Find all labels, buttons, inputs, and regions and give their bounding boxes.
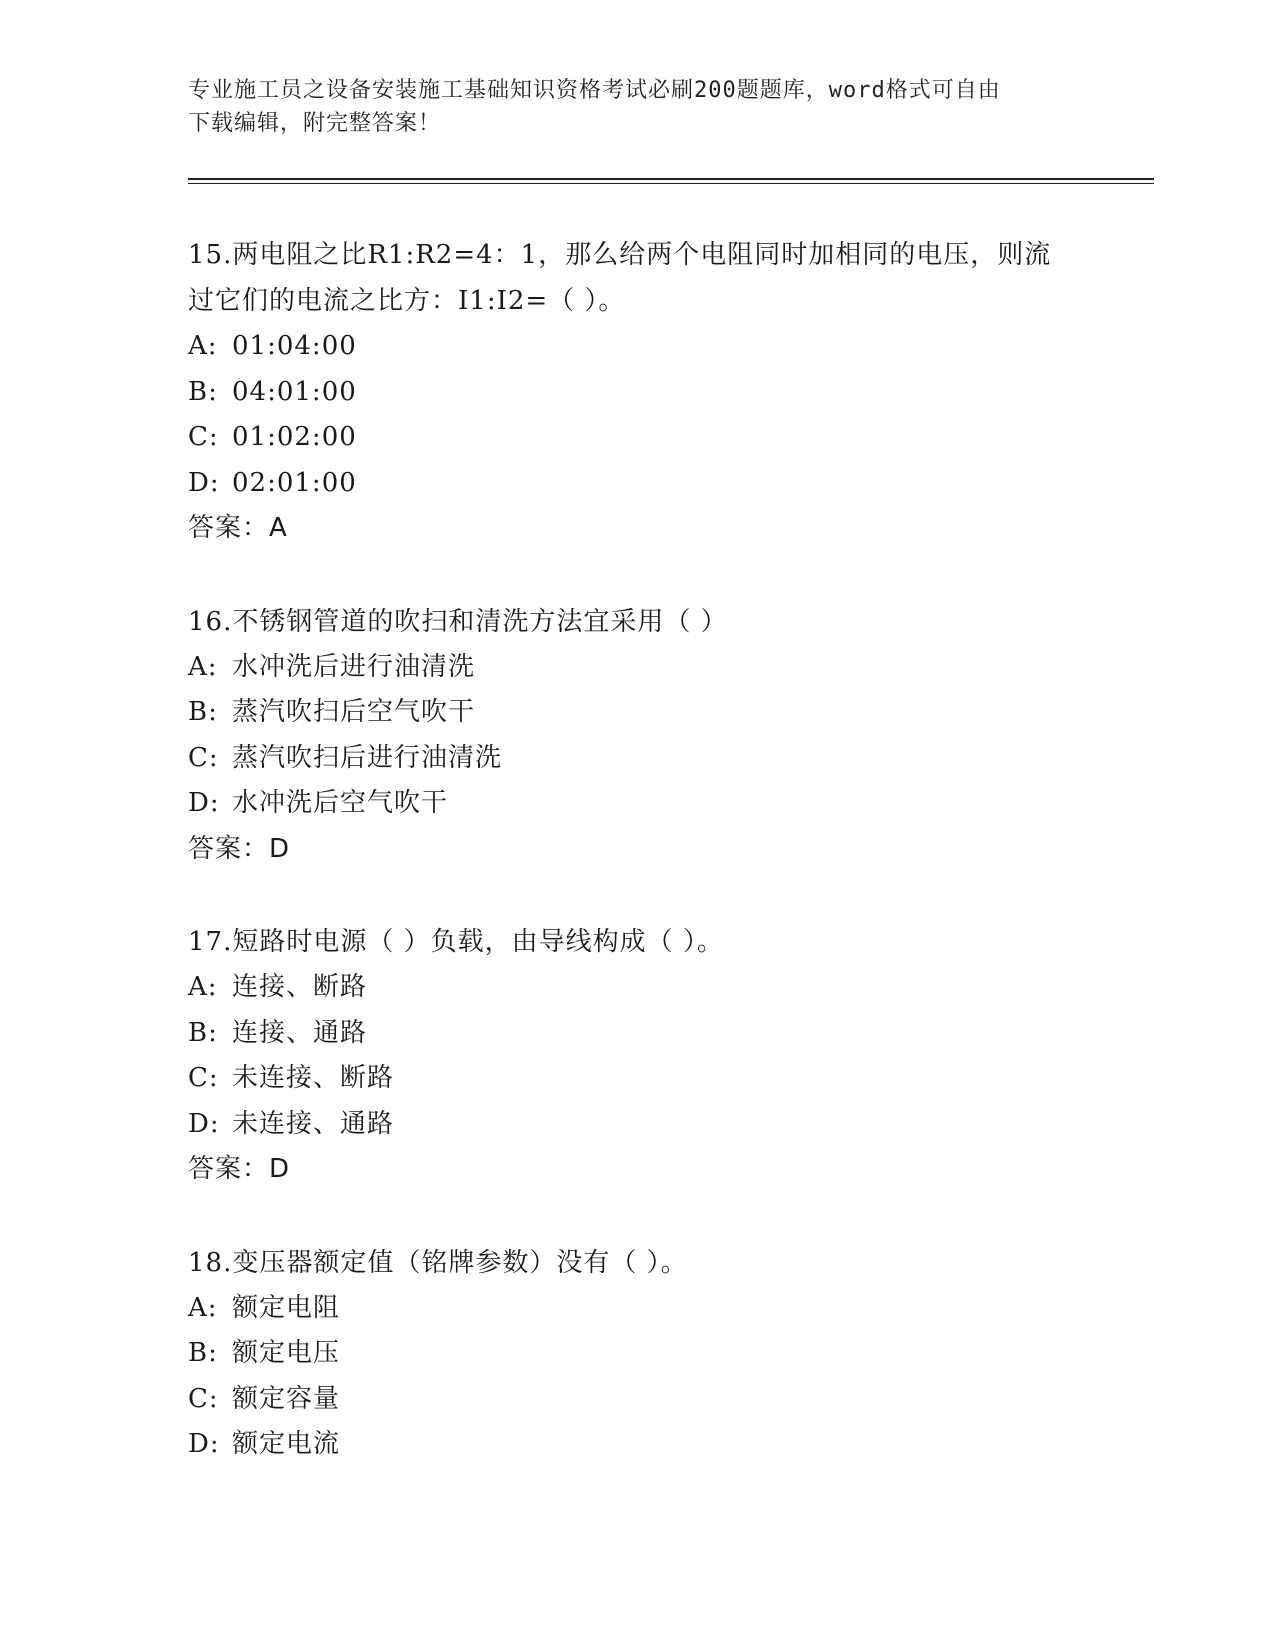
option-d xyxy=(188,781,1108,827)
option-letter: D: xyxy=(188,788,220,818)
option-b xyxy=(188,370,1108,416)
option-letter: D: xyxy=(188,1429,220,1459)
answer-line: 答案：D xyxy=(188,1154,291,1184)
option-letter: B: xyxy=(188,1338,218,1368)
option-text: 额定电阻 xyxy=(232,1292,341,1323)
header-divider-thick xyxy=(188,178,1154,180)
option-a xyxy=(188,324,1108,370)
option-letter: C: xyxy=(188,742,219,773)
question-stem-line: 16.不锈钢管道的吹扫和清洗方法宜采用（ ） xyxy=(188,606,728,637)
question-15 xyxy=(188,232,1108,552)
option-text: 02:01:00 xyxy=(232,467,357,498)
question-list xyxy=(188,232,1108,1515)
question-stem-line: 17.短路时电源（ ）负载，由导线构成（ ）。 xyxy=(188,927,724,957)
answer-line: 答案：A xyxy=(188,513,288,543)
option-text: 01:04:00 xyxy=(232,331,357,361)
option-text: 未连接、断路 xyxy=(232,1063,395,1093)
option-text: 额定容量 xyxy=(232,1383,341,1414)
option-d xyxy=(188,1102,1108,1148)
option-text: 01:02:00 xyxy=(232,422,357,452)
option-text: 水冲洗后空气吹干 xyxy=(232,788,449,818)
option-a xyxy=(188,645,1108,691)
option-c xyxy=(188,415,1108,461)
option-c xyxy=(188,1056,1108,1102)
option-letter: C: xyxy=(188,422,219,452)
option-c xyxy=(188,1377,1108,1423)
question-stem-line: 过它们的电流之比方：I1:I2=（ ）。 xyxy=(188,286,626,316)
option-letter: A: xyxy=(188,1292,218,1323)
question-stem-line: 18.变压器额定值（铭牌参数）没有（ ）。 xyxy=(188,1247,688,1278)
option-letter: B: xyxy=(188,697,218,727)
option-text: 未连接、通路 xyxy=(232,1108,395,1139)
option-letter: C: xyxy=(188,1063,219,1093)
option-text: 04:01:00 xyxy=(232,376,357,407)
option-a xyxy=(188,1286,1108,1332)
option-text: 连接、通路 xyxy=(232,1017,368,1048)
option-letter: D: xyxy=(188,467,220,498)
answer-line: 答案：D xyxy=(188,833,291,864)
option-text: 水冲洗后进行油清洗 xyxy=(232,651,476,682)
header-line-1: 专业施工员之设备安装施工基础知识资格考试必刷200题题库，word格式可自由 xyxy=(188,78,1001,103)
header-divider-thin xyxy=(188,183,1154,184)
option-d xyxy=(188,461,1108,507)
option-letter: B: xyxy=(188,1017,218,1048)
option-letter: A: xyxy=(188,972,218,1002)
option-letter: C: xyxy=(188,1383,219,1414)
header-line-2: 下载编辑，附完整答案！ xyxy=(188,111,442,136)
question-stem-line: 15.两电阻之比R1:R2=4：1，那么给两个电阻同时加相同的电压，则流 xyxy=(188,240,1052,270)
option-letter: A: xyxy=(188,331,218,361)
document-header xyxy=(188,74,1088,140)
option-text: 额定电压 xyxy=(232,1338,341,1368)
option-text: 连接、断路 xyxy=(232,972,368,1002)
option-b xyxy=(188,690,1108,736)
option-c xyxy=(188,736,1108,782)
option-letter: A: xyxy=(188,651,218,682)
option-letter: B: xyxy=(188,376,218,407)
question-18 xyxy=(188,1240,1108,1468)
option-b xyxy=(188,1011,1108,1057)
option-d xyxy=(188,1422,1108,1468)
option-a xyxy=(188,965,1108,1011)
option-text: 蒸汽吹扫后空气吹干 xyxy=(232,697,476,727)
option-text: 额定电流 xyxy=(232,1429,341,1459)
option-b xyxy=(188,1331,1108,1377)
option-text: 蒸汽吹扫后进行油清洗 xyxy=(232,742,503,773)
question-17 xyxy=(188,919,1108,1193)
option-letter: D: xyxy=(188,1108,220,1139)
question-16 xyxy=(188,599,1108,873)
